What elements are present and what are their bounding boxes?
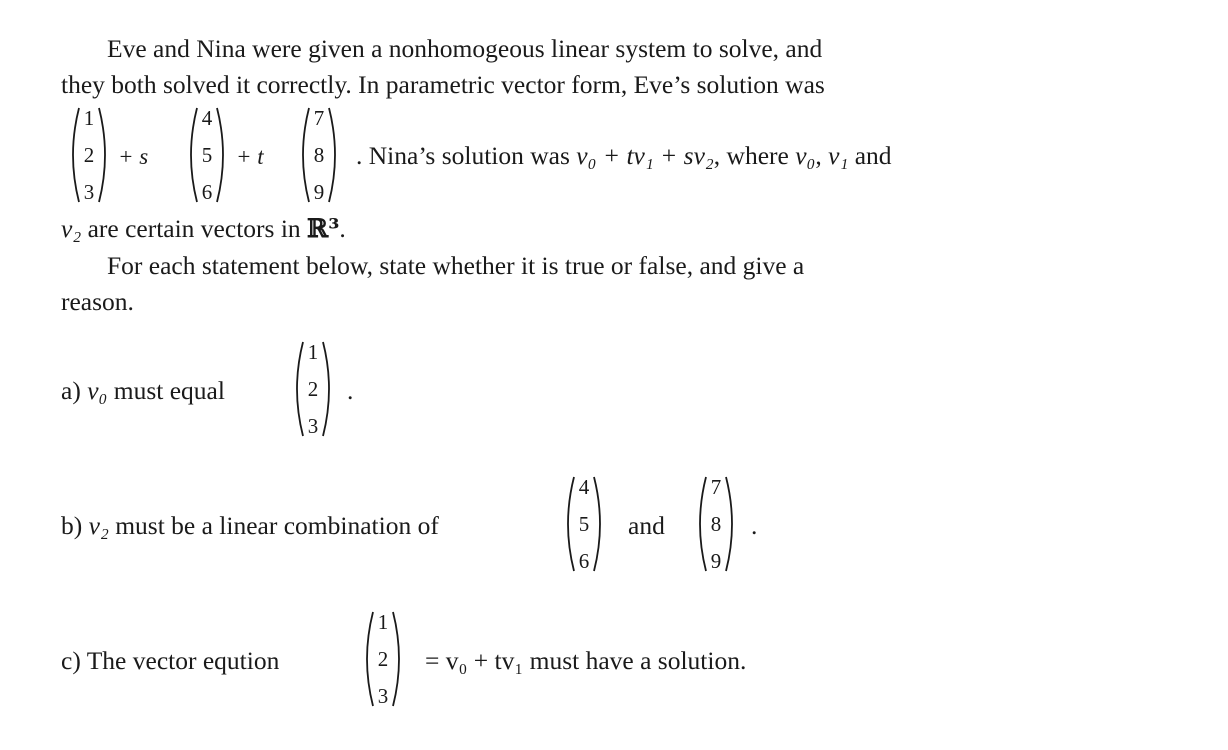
item-a-end: . [347, 376, 354, 405]
vector-entry: 1 [307, 340, 319, 364]
nina-intro: . Nina’s solution was [356, 141, 570, 170]
and-text: and [854, 141, 892, 170]
vector-entry: 6 [578, 549, 590, 573]
where-text: , where [713, 141, 789, 170]
vector-entry: 9 [710, 549, 722, 573]
v1-symbol: v₁ [828, 141, 849, 170]
line4-text: are certain vectors in [87, 214, 301, 243]
instructions-line-1: For each statement below, state whether it is true or false, and give a [107, 251, 805, 280]
plus-t: + t [236, 144, 264, 169]
vector-entry: 2 [377, 647, 389, 671]
plus-s: + s [118, 144, 149, 169]
item-a [61, 378, 225, 404]
comma: , [815, 141, 822, 170]
vector-entry: 4 [578, 475, 590, 499]
vector-entry: 7 [313, 106, 325, 130]
vector-entry: 2 [83, 143, 95, 167]
item-b-end: . [751, 511, 758, 540]
item-a-vector [290, 338, 336, 440]
nina-text [356, 143, 892, 169]
instructions-line-2: reason. [61, 287, 134, 316]
item-b-vector-2 [693, 473, 739, 575]
vector-entry: 1 [377, 610, 389, 634]
item-c-label: c) [61, 646, 81, 675]
item-b-var: v₂ [88, 511, 109, 540]
v2-symbol: v₂ [61, 214, 82, 243]
v0-symbol: v₀ [795, 141, 816, 170]
vector-entry: 8 [710, 512, 722, 536]
eve-vector-base [66, 104, 112, 206]
item-c-text: The vector eqution [86, 646, 280, 675]
vector-entry: 6 [201, 180, 213, 204]
item-c-vector [360, 608, 406, 710]
vector-entry: 3 [377, 684, 389, 708]
vector-entry: 2 [307, 377, 319, 401]
item-a-label: a) [61, 376, 81, 405]
vector-entry: 5 [201, 143, 213, 167]
item-b-and: and [628, 511, 665, 540]
vector-entry: 5 [578, 512, 590, 536]
intro-line-2: they both solved it correctly. In parametric vector form, Eve’s solution was [61, 70, 825, 99]
item-b-label: b) [61, 511, 83, 540]
vector-entry: 3 [307, 414, 319, 438]
vector-entry: 9 [313, 180, 325, 204]
item-c [61, 648, 279, 674]
eve-vector-s [184, 104, 230, 206]
vector-entry: 1 [83, 106, 95, 130]
vector-entry: 4 [201, 106, 213, 130]
intro-line-4 [61, 216, 346, 243]
item-b-vector-1 [561, 473, 607, 575]
item-c-rest: = v₀ + tv₁ must have a solution. [425, 646, 747, 675]
r3-symbol: ℝ³ [307, 214, 340, 244]
item-b [61, 513, 439, 539]
item-a-var: v₀ [87, 376, 108, 405]
item-b-text: must be a linear combination of [115, 511, 439, 540]
period: . [339, 214, 346, 243]
vector-entry: 7 [710, 475, 722, 499]
eve-vector-t [296, 104, 342, 206]
vector-entry: 3 [83, 180, 95, 204]
item-a-text: must equal [113, 376, 225, 405]
intro-line-1: Eve and Nina were given a nonhomogeous linear system to solve, and [107, 34, 823, 63]
nina-formula: v₀ + tv₁ + sv₂ [576, 141, 714, 170]
vector-entry: 8 [313, 143, 325, 167]
